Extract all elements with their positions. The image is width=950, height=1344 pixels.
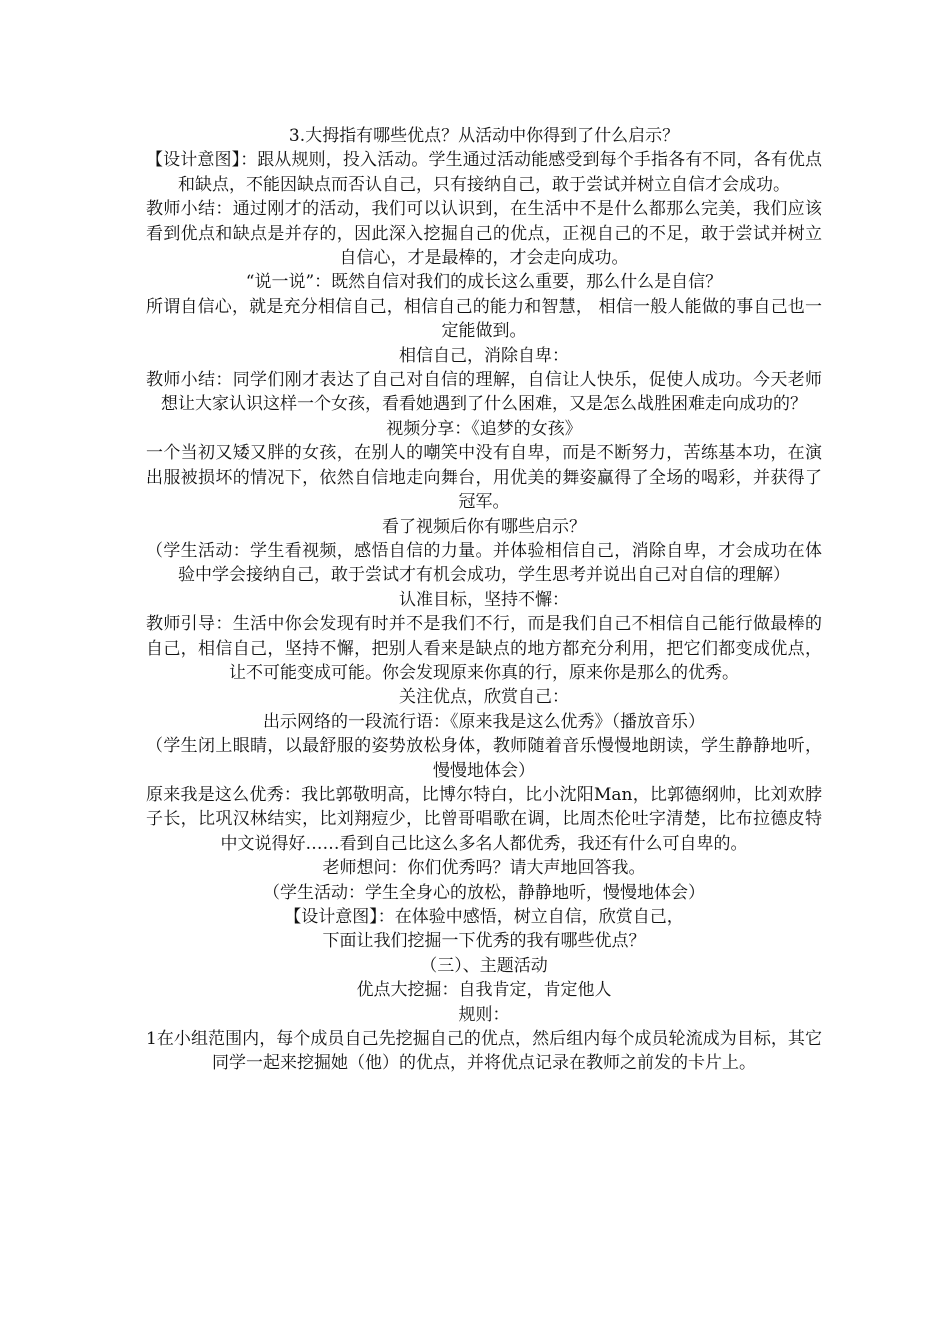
say-it-prompt: “说一说”：既然自信对我们的成长这么重要，那么什么是自信？ <box>245 272 723 293</box>
teacher-summary-2: 教师小结：同学们刚才表达了自己对自信的理解，自信让人快乐，促使人成功。今天老师想让大家认识这样一个女孩，看看她遇到了什么困难，又是怎么战胜困难走向成功的？ <box>146 370 822 415</box>
document-page <box>146 124 822 1076</box>
student-activity-1: （学生活动：学生看视频，感悟自信的力量。并体验相信自己，消除自卑，才会成功在体验中学会接纳自己，敢于尝试才有机会成功，学生思考并说出自己对自信的理解） <box>146 540 822 586</box>
design-intent-2: 【设计意图】：在体验中感悟，树立自信，欣赏自己， <box>284 907 684 927</box>
heading-rules: 规则： <box>458 1004 510 1025</box>
heading-theme-activity: （三）、主题活动 <box>420 955 548 976</box>
question-3: 3.大拇指有哪些优点？从活动中你得到了什么启示？ <box>288 126 680 146</box>
video-question: 看了视频后你有哪些启示？ <box>382 516 586 537</box>
teacher-summary-1: 教师小结：通过刚才的活动，我们可以认识到，在生活中不是什么都那么完美，我们应该看到优点和缺点是并存的，因此深入挖掘自己的优点，正视自己的不足，敢于尝试并树立自信心，才是最棒的，才会走向成功。 <box>146 199 822 269</box>
heading-appreciate: 关注优点，欣赏自己： <box>399 687 569 708</box>
next-prompt: 下面让我们挖掘一下优秀的我有哪些优点？ <box>322 931 646 952</box>
popular-phrase: 出示网络的一段流行语：《原来我是这么优秀》（播放音乐） <box>263 711 705 732</box>
teacher-guidance: 教师引导：生活中你会发现有时并不是我们不行，而是我们自己不相信自己能行做最棒的自己，相信自己，坚持不懈，把别人看来是缺点的地方都充分利用，把它们都变成优点，让不可能变成可能。你会发现原来你真的行，原来你是那么的优秀。 <box>146 614 822 683</box>
heading-persist: 认准目标，坚持不懈： <box>399 589 569 610</box>
design-intent-1: 【设计意图】：跟从规则，投入活动。学生通过活动能感受到每个手指各有不同，各有优点和缺点，不能因缺点而否认自己，只有接纳自己，敢于尝试并树立自信才会成功。 <box>146 150 822 195</box>
heading-believe-yourself: 相信自己，消除自卑： <box>399 345 569 366</box>
student-activity-3: （学生活动：学生全身心的放松，静静地听，慢慢地体会） <box>263 882 705 903</box>
heading-strength-dig: 优点大挖掘：自我肯定，肯定他人 <box>356 980 612 1001</box>
student-activity-2: （学生闭上眼睛，以最舒服的姿势放松身体，教师随着音乐慢慢地朗读，学生静静地听，慢慢地体会） <box>146 736 822 781</box>
video-description: 一个当初又矮又胖的女孩，在别人的嘲笑中没有自卑，而是不断努力，苦练基本功，在演出服被损坏的情况下，依然自信地走向舞台，用优美的舞姿赢得了全场的喝彩，并获得了冠军。 <box>146 443 822 513</box>
confidence-definition: 所谓自信心，就是充分相信自己，相信自己的能力和智慧， 相信一般人能做的事自己也一定能做到。 <box>146 296 822 342</box>
heading-video-share: 视频分享：《追梦的女孩》 <box>386 418 582 439</box>
teacher-question: 老师想问：你们优秀吗？请大声地回答我。 <box>322 858 646 879</box>
so-excellent-text: 原来我是这么优秀：我比郭敬明高，比博尔特白，比小沈阳Man，比郭德纲帅，比刘欢脖子长，比巩汉林结实，比刘翔痘少，比曾哥唱歌在调，比周杰伦吐字清楚，比布拉德皮特中文说得好……看到自己比这么多名人都优秀，我还有什么可自卑的。 <box>146 784 822 854</box>
rule-1: 1在小组范围内，每个成员自己先挖掘自己的优点，然后组内每个成员轮流成为目标，其它同学一起来挖掘她（他）的优点，并将优点记录在教师之前发的卡片上。 <box>146 1029 822 1074</box>
